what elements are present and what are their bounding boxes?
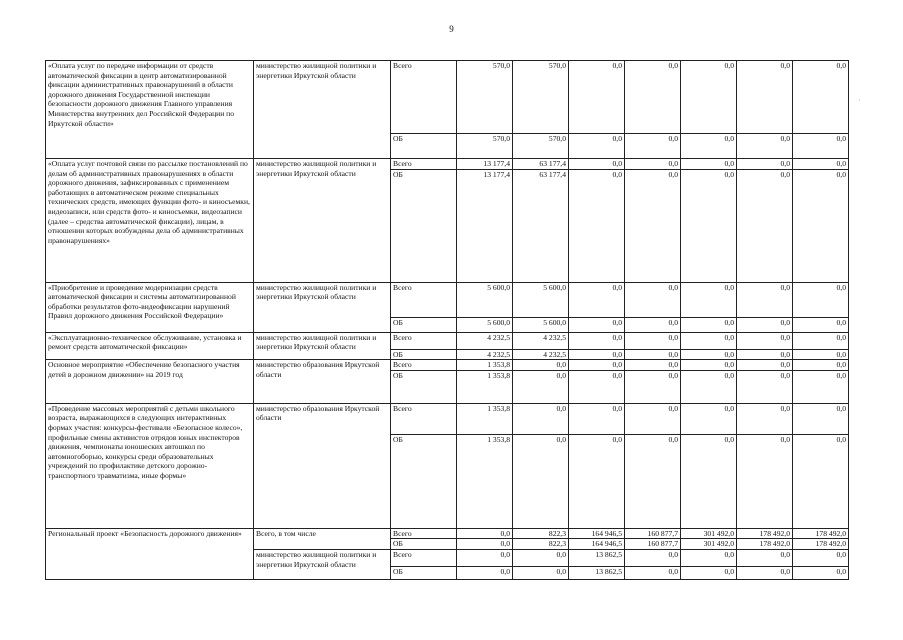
program-name-cell: «Приобретение и проведение модернизации средств автоматической фиксации и системы автоматизированной обработки результатов фото-видеофиксации нарушений Правил дорожного движения Российской Федерации» bbox=[46, 282, 254, 332]
value-cell: 0,0 bbox=[793, 403, 849, 434]
value-cell: 178 492,0 bbox=[793, 528, 849, 539]
table-row bbox=[46, 528, 849, 539]
funding-source-cell: Всего bbox=[391, 360, 457, 371]
funding-source-cell: Всего bbox=[391, 159, 457, 170]
value-cell: 0,0 bbox=[737, 549, 793, 566]
budget-table bbox=[45, 60, 849, 580]
value-cell: 570,0 bbox=[513, 61, 569, 134]
value-cell: 13 177,4 bbox=[457, 169, 513, 282]
program-name-cell: «Эксплуатационно-техническое обслуживание, установка и ремонт средств автоматической фиксации» bbox=[46, 332, 254, 360]
value-cell: 4 232,5 bbox=[457, 349, 513, 360]
value-cell: 0,0 bbox=[625, 282, 681, 317]
value-cell: 13 862,5 bbox=[569, 566, 625, 579]
budget-table-body bbox=[46, 61, 849, 580]
value-cell: 164 946,5 bbox=[569, 539, 625, 550]
value-cell: 0,0 bbox=[625, 332, 681, 349]
value-cell: 0,0 bbox=[681, 159, 737, 170]
value-cell: 0,0 bbox=[681, 549, 737, 566]
value-cell: 0,0 bbox=[793, 434, 849, 528]
executor-cell: министерство жилищной политики и энергетики Иркутской области bbox=[254, 159, 391, 283]
value-cell: 0,0 bbox=[513, 403, 569, 434]
scan-speck: · bbox=[858, 96, 861, 105]
value-cell: 0,0 bbox=[625, 403, 681, 434]
value-cell: 822,3 bbox=[513, 539, 569, 550]
value-cell: 0,0 bbox=[569, 134, 625, 159]
value-cell: 0,0 bbox=[457, 539, 513, 550]
value-cell: 0,0 bbox=[737, 403, 793, 434]
value-cell: 0,0 bbox=[737, 159, 793, 170]
value-cell: 0,0 bbox=[625, 566, 681, 579]
value-cell: 63 177,4 bbox=[513, 159, 569, 170]
value-cell: 0,0 bbox=[737, 332, 793, 349]
value-cell: 0,0 bbox=[681, 61, 737, 134]
value-cell: 0,0 bbox=[681, 434, 737, 528]
value-cell: 13 862,5 bbox=[569, 549, 625, 566]
funding-source-cell: ОБ bbox=[391, 370, 457, 403]
value-cell: 0,0 bbox=[681, 134, 737, 159]
value-cell: 160 877,7 bbox=[625, 528, 681, 539]
table-row bbox=[46, 403, 849, 434]
value-cell: 0,0 bbox=[793, 134, 849, 159]
value-cell: 0,0 bbox=[569, 282, 625, 317]
value-cell: 1 353,8 bbox=[457, 434, 513, 528]
value-cell: 0,0 bbox=[457, 549, 513, 566]
value-cell: 0,0 bbox=[793, 349, 849, 360]
value-cell: 0,0 bbox=[457, 528, 513, 539]
value-cell: 0,0 bbox=[793, 169, 849, 282]
value-cell: 0,0 bbox=[625, 169, 681, 282]
funding-source-cell: Всего bbox=[391, 61, 457, 134]
value-cell: 0,0 bbox=[737, 317, 793, 332]
value-cell: 0,0 bbox=[737, 169, 793, 282]
funding-source-cell: ОБ bbox=[391, 134, 457, 159]
executor-cell: министерство образования Иркутской области bbox=[254, 403, 391, 528]
value-cell: 0,0 bbox=[569, 317, 625, 332]
value-cell: 0,0 bbox=[681, 349, 737, 360]
value-cell: 0,0 bbox=[793, 317, 849, 332]
executor-cell: министерство жилищной политики и энергетики Иркутской области bbox=[254, 61, 391, 159]
executor-cell: министерство жилищной политики и энергетики Иркутской области bbox=[254, 549, 391, 579]
value-cell: 0,0 bbox=[513, 360, 569, 371]
table-row bbox=[46, 61, 849, 134]
value-cell: 570,0 bbox=[457, 134, 513, 159]
value-cell: 0,0 bbox=[793, 370, 849, 403]
value-cell: 1 353,8 bbox=[457, 370, 513, 403]
value-cell: 0,0 bbox=[457, 566, 513, 579]
value-cell: 0,0 bbox=[793, 360, 849, 371]
funding-source-cell: Всего bbox=[391, 403, 457, 434]
value-cell: 0,0 bbox=[625, 360, 681, 371]
value-cell: 0,0 bbox=[681, 360, 737, 371]
value-cell: 178 492,0 bbox=[737, 528, 793, 539]
value-cell: 570,0 bbox=[513, 134, 569, 159]
value-cell: 164 946,5 bbox=[569, 528, 625, 539]
funding-source-cell: Всего bbox=[391, 528, 457, 539]
value-cell: 0,0 bbox=[569, 434, 625, 528]
program-name-cell: «Оплата услуг почтовой связи по рассылке постановлений по делам об административных правонарушениях в области дорожного движения, зафиксированных с применением работающих в автоматическом режиме специальных технических средств, имеющих функции фото- и киносъемки, видеозаписи, или средств фото- и киносъемки, видеозаписи (далее – средства автоматической фиксации), лицам, в отношении которых возбуждены дела об административных правонарушениях» bbox=[46, 159, 254, 283]
value-cell: 0,0 bbox=[625, 317, 681, 332]
value-cell: 0,0 bbox=[681, 282, 737, 317]
table-row bbox=[46, 332, 849, 349]
funding-source-cell: ОБ bbox=[391, 539, 457, 550]
table-row bbox=[46, 282, 849, 317]
value-cell: 0,0 bbox=[681, 403, 737, 434]
value-cell: 5 600,0 bbox=[457, 282, 513, 317]
value-cell: 0,0 bbox=[737, 434, 793, 528]
value-cell: 0,0 bbox=[625, 370, 681, 403]
value-cell: 0,0 bbox=[737, 370, 793, 403]
value-cell: 0,0 bbox=[569, 370, 625, 403]
funding-source-cell: ОБ bbox=[391, 169, 457, 282]
value-cell: 160 877,7 bbox=[625, 539, 681, 550]
executor-cell: министерство жилищной политики и энергетики Иркутской области bbox=[254, 282, 391, 332]
value-cell: 1 353,8 bbox=[457, 403, 513, 434]
value-cell: 0,0 bbox=[681, 566, 737, 579]
value-cell: 4 232,5 bbox=[513, 349, 569, 360]
value-cell: 5 600,0 bbox=[457, 317, 513, 332]
value-cell: 0,0 bbox=[793, 61, 849, 134]
value-cell: 178 492,0 bbox=[737, 539, 793, 550]
value-cell: 0,0 bbox=[569, 349, 625, 360]
funding-source-cell: Всего bbox=[391, 549, 457, 566]
value-cell: 0,0 bbox=[569, 360, 625, 371]
value-cell: 4 232,5 bbox=[457, 332, 513, 349]
value-cell: 0,0 bbox=[625, 159, 681, 170]
value-cell: 0,0 bbox=[625, 349, 681, 360]
value-cell: 0,0 bbox=[513, 370, 569, 403]
value-cell: 301 492,0 bbox=[681, 528, 737, 539]
funding-source-cell: Всего bbox=[391, 332, 457, 349]
value-cell: 0,0 bbox=[793, 549, 849, 566]
value-cell: 0,0 bbox=[569, 332, 625, 349]
value-cell: 0,0 bbox=[625, 549, 681, 566]
value-cell: 0,0 bbox=[513, 549, 569, 566]
value-cell: 0,0 bbox=[625, 134, 681, 159]
value-cell: 0,0 bbox=[513, 566, 569, 579]
value-cell: 0,0 bbox=[737, 134, 793, 159]
value-cell: 4 232,5 bbox=[513, 332, 569, 349]
funding-source-cell: ОБ bbox=[391, 349, 457, 360]
value-cell: 5 600,0 bbox=[513, 317, 569, 332]
value-cell: 0,0 bbox=[513, 434, 569, 528]
value-cell: 0,0 bbox=[569, 61, 625, 134]
value-cell: 13 177,4 bbox=[457, 159, 513, 170]
table-row bbox=[46, 360, 849, 371]
value-cell: 0,0 bbox=[737, 566, 793, 579]
value-cell: 0,0 bbox=[737, 360, 793, 371]
value-cell: 178 492,0 bbox=[793, 539, 849, 550]
funding-source-cell: ОБ bbox=[391, 566, 457, 579]
funding-source-cell: ОБ bbox=[391, 434, 457, 528]
value-cell: 5 600,0 bbox=[513, 282, 569, 317]
value-cell: 0,0 bbox=[737, 349, 793, 360]
value-cell: 1 353,8 bbox=[457, 360, 513, 371]
value-cell: 0,0 bbox=[625, 61, 681, 134]
executor-cell: Всего, в том числе bbox=[254, 528, 391, 549]
value-cell: 0,0 bbox=[681, 332, 737, 349]
value-cell: 0,0 bbox=[793, 332, 849, 349]
value-cell: 570,0 bbox=[457, 61, 513, 134]
value-cell: 0,0 bbox=[625, 434, 681, 528]
value-cell: 0,0 bbox=[737, 61, 793, 134]
funding-source-cell: ОБ bbox=[391, 317, 457, 332]
value-cell: 0,0 bbox=[681, 317, 737, 332]
value-cell: 0,0 bbox=[737, 282, 793, 317]
program-name-cell: Основное мероприятие «Обеспечение безопасного участия детей в дорожном движении» на 2019 год bbox=[46, 360, 254, 404]
value-cell: 0,0 bbox=[569, 403, 625, 434]
value-cell: 0,0 bbox=[569, 169, 625, 282]
value-cell: 0,0 bbox=[793, 282, 849, 317]
value-cell: 0,0 bbox=[569, 159, 625, 170]
value-cell: 63 177,4 bbox=[513, 169, 569, 282]
funding-source-cell: Всего bbox=[391, 282, 457, 317]
executor-cell: министерство жилищной политики и энергетики Иркутской области bbox=[254, 332, 391, 360]
page-number: 9 bbox=[449, 24, 454, 34]
program-name-cell: «Проведение массовых мероприятий с детьми школьного возраста, выражающихся в следующих интерактивных формах участия: конкурсы-фестивали «Безопасное колесо», профильные смены активистов отрядов юных инспекторов движения, чемпионаты юношеских автошкол по автомногоборью, конкурсы среди образовательных учреждений по профилактике детского дорожно-транспортного травматизма, иные формы» bbox=[46, 403, 254, 528]
table-row bbox=[46, 159, 849, 170]
program-name-cell: «Оплата услуг по передаче информации от средств автоматической фиксации в центр автоматизированной фиксации административных правонарушений в области дорожного движения Государственной инспекции безопасности дорожного движения Главного управления Министерства внутренних дел Российской Федерации по Иркутской области» bbox=[46, 61, 254, 159]
value-cell: 301 492,0 bbox=[681, 539, 737, 550]
executor-cell: министерство образования Иркутской области bbox=[254, 360, 391, 404]
value-cell: 0,0 bbox=[793, 566, 849, 579]
value-cell: 0,0 bbox=[793, 159, 849, 170]
value-cell: 0,0 bbox=[681, 169, 737, 282]
program-name-cell: Региональный проект «Безопасность дорожного движения» bbox=[46, 528, 254, 579]
value-cell: 822,3 bbox=[513, 528, 569, 539]
value-cell: 0,0 bbox=[681, 370, 737, 403]
